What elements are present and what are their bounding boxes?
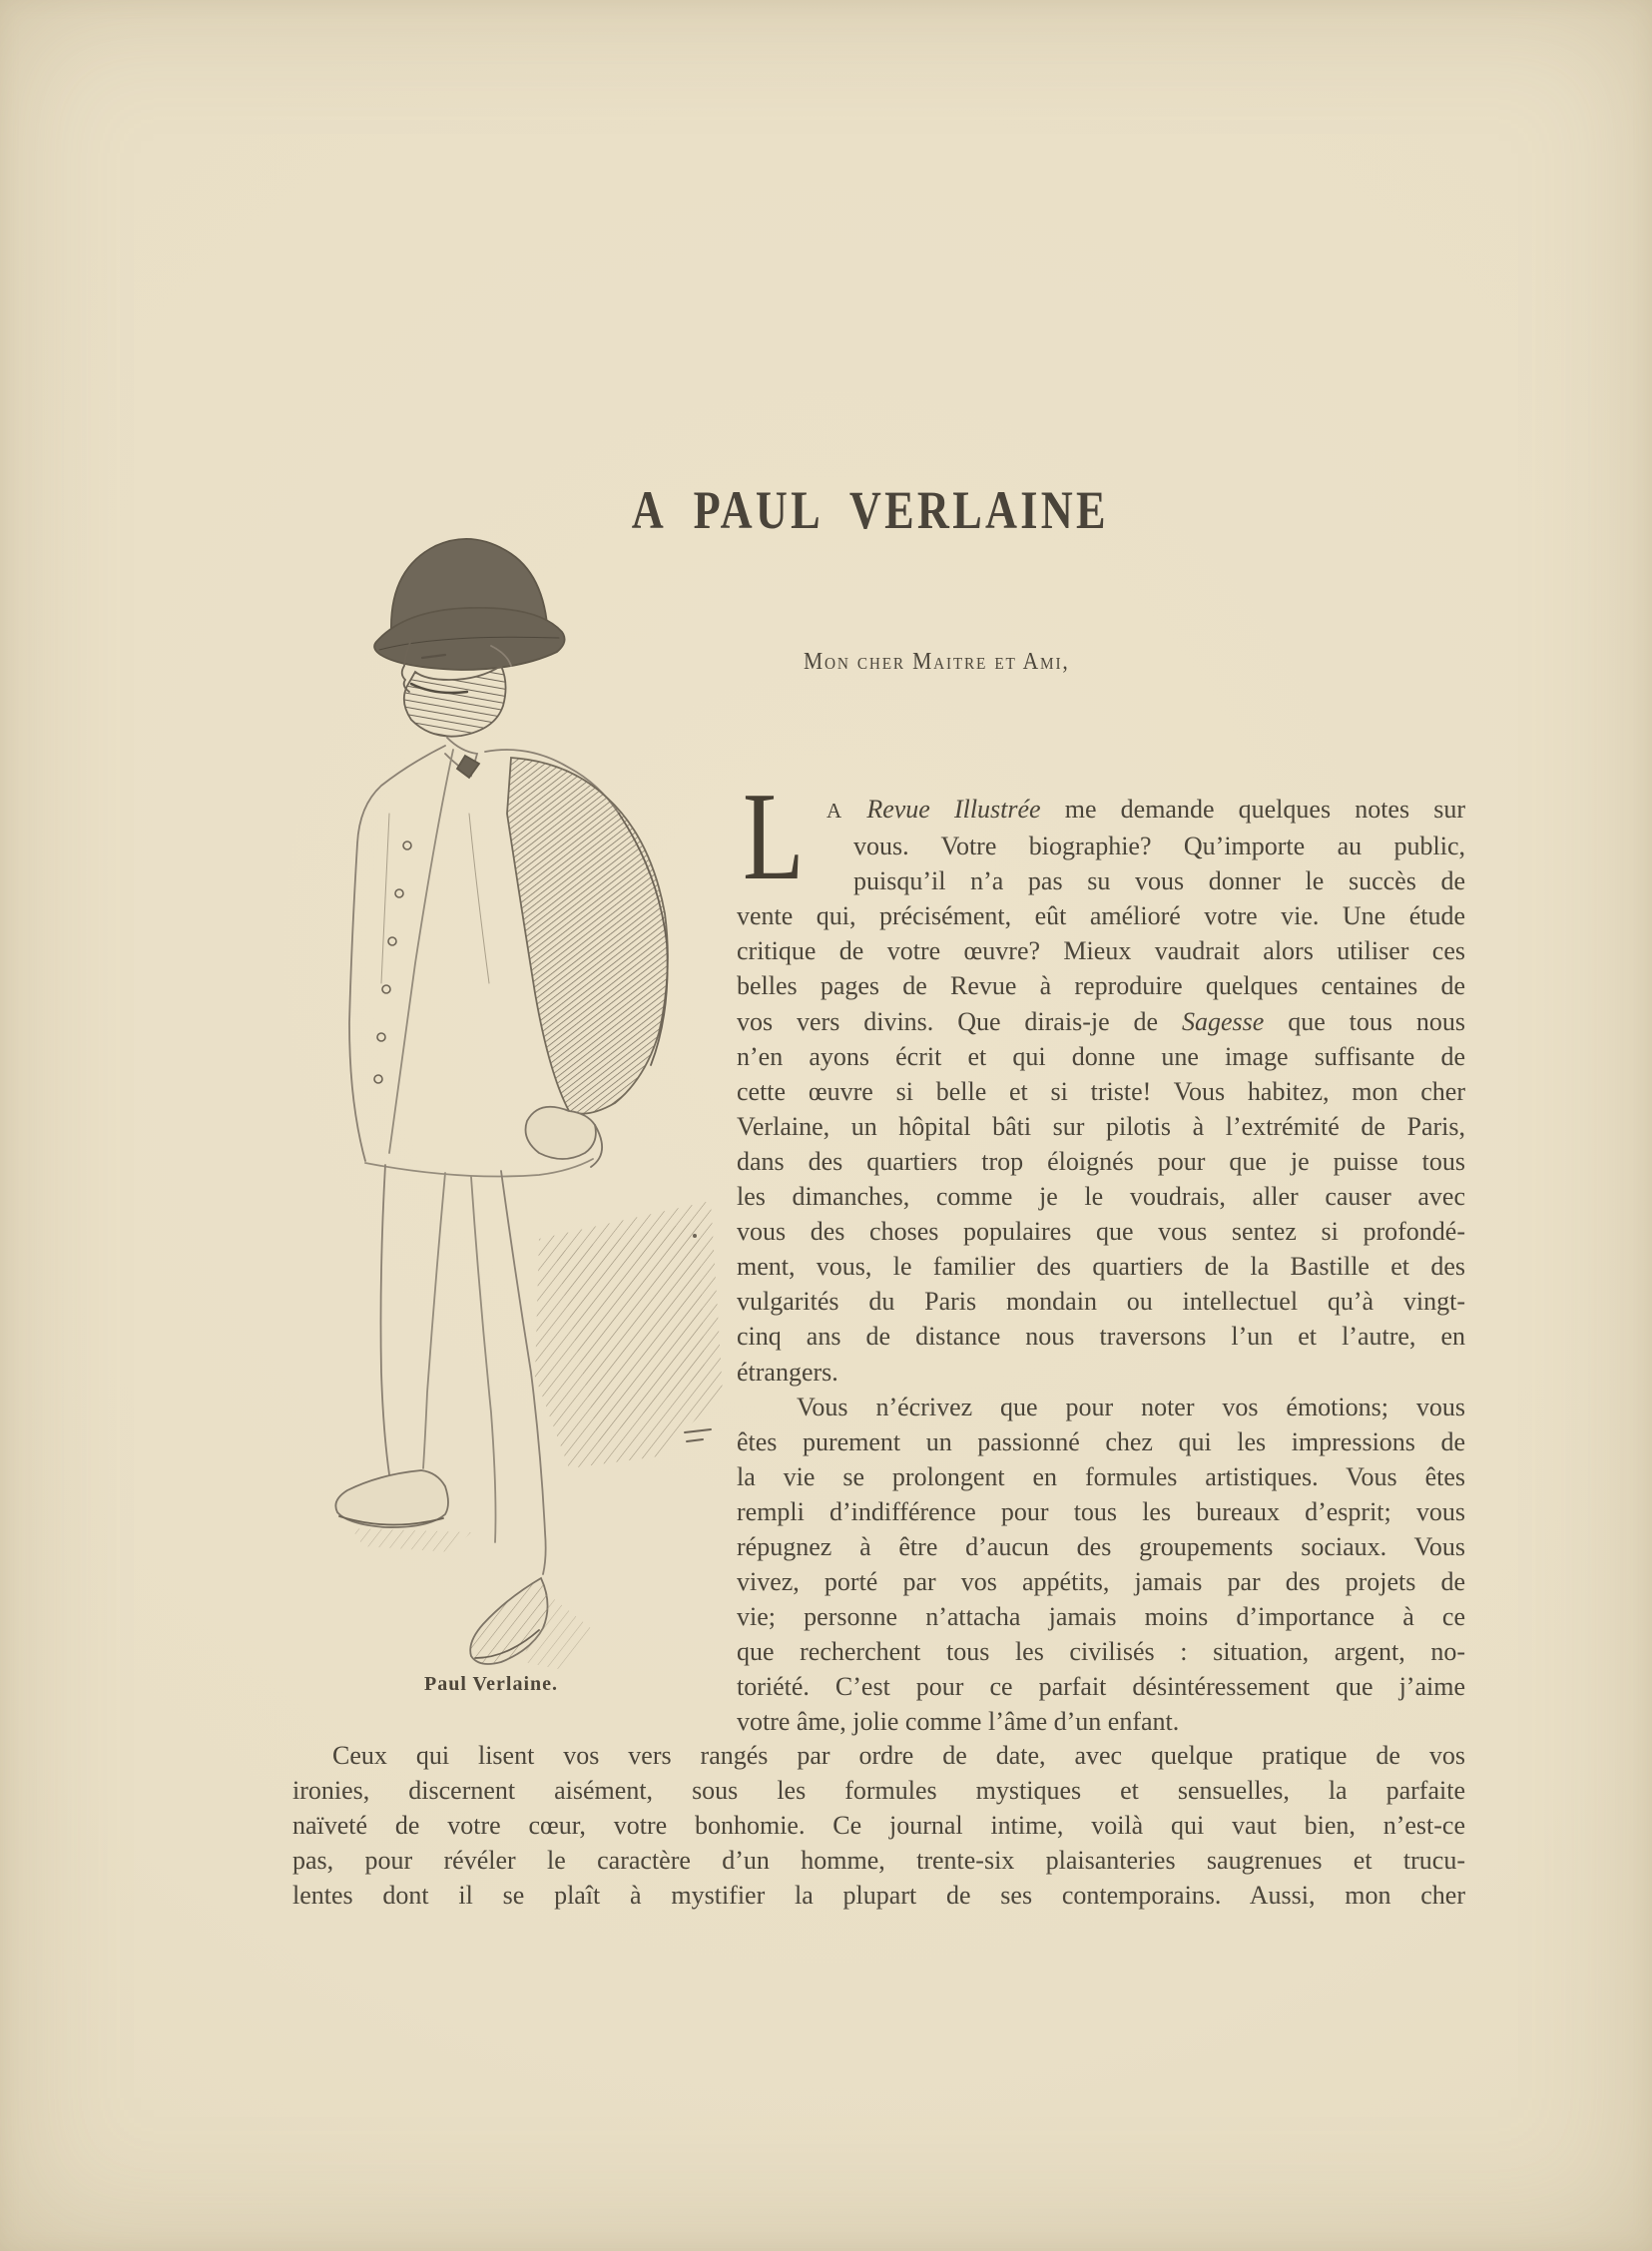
text-line: naïveté de votre cœur, votre bonhomie. Ce journal intime, voilà qui vaut bien, n’est-ce [292, 1811, 1465, 1841]
text-line: la vie se prolongent en formules artistiques. Vous êtes [737, 1461, 1465, 1491]
text-line: que recherchent tous les civilisés : situation, argent, no- [737, 1637, 1465, 1667]
text-line: belles pages de Revue à reproduire quelques centaines de [737, 971, 1465, 1001]
text-line: étrangers. [737, 1357, 838, 1387]
text-line: toriété. C’est pour ce parfait désintéressement que j’aime [737, 1672, 1465, 1702]
paragraph [737, 792, 1465, 1390]
text-line: vie; personne n’attacha jamais moins d’importance à ce [737, 1602, 1465, 1632]
text-line: n’en ayons écrit et qui donne une image suffisante de [737, 1041, 1465, 1071]
text-line: vous. Votre biographie? Qu’importe au public, [853, 832, 1465, 861]
letter-salutation: Mon cher Maitre et Ami, [804, 649, 1070, 675]
text-line: rempli d’indifférence pour tous les bureaux d’esprit; vous [737, 1496, 1465, 1526]
text-line: cette œuvre si belle et si triste! Vous habitez, mon cher [737, 1076, 1465, 1106]
text-line: les dimanches, comme je le voudrais, aller causer avec [737, 1182, 1465, 1212]
text-line: vulgarités du Paris mondain ou intellectuel qu’à vingt- [737, 1287, 1465, 1317]
text-line: dans des quartiers trop éloignés pour que je puisse tous [737, 1146, 1465, 1176]
paragraph [737, 1390, 1465, 1740]
text-line: ironies, discernent aisément, sous les formules mystiques et sensuelles, la parfaite [292, 1776, 1465, 1806]
paragraph-full-width [292, 1738, 1465, 1913]
dropcap-letter: L [743, 768, 805, 906]
text-line: pas, pour révéler le caractère d’un homme, trente-six plaisanteries saugrenues et trucu- [292, 1846, 1465, 1876]
illustration-caption: Paul Verlaine. [423, 1673, 558, 1695]
text-line: vente qui, précisément, eût amélioré votre vie. Une étude [737, 901, 1465, 931]
text-line: A Revue Illustrée me demande quelques notes sur [826, 795, 1465, 824]
text-line: cinq ans de distance nous traversons l’un et l’autre, en [737, 1322, 1465, 1352]
text-line: puisqu’il n’a pas su vous donner le succès de [853, 866, 1465, 896]
text-line: ment, vous, le familier des quartiers de la Bastille et des [737, 1252, 1465, 1282]
letter-text-column [737, 792, 1465, 1740]
text-line: votre âme, jolie comme l’âme d’un enfant. [737, 1707, 1180, 1737]
text-line: lentes dont il se plaît à mystifier la plupart de ses contemporains. Aussi, mon cher [292, 1881, 1465, 1911]
text-line: répugnez à être d’aucun des groupements sociaux. Vous [737, 1531, 1465, 1561]
page-title: A PAUL VERLAINE [631, 480, 1109, 541]
text-line: vos vers divins. Que dirais-je de Sagesse que tous nous [737, 1006, 1466, 1036]
text-line: vivez, porté par vos appétits, jamais par des projets de [737, 1567, 1465, 1597]
text-line: Ceux qui lisent vos vers rangés par ordre de date, avec quelque pratique de vos [332, 1741, 1465, 1770]
text-line: êtes purement un passionné chez qui les impressions de [737, 1426, 1465, 1456]
verlaine-portrait-illustration [240, 514, 739, 1677]
text-line: critique de votre œuvre? Mieux vaudrait alors utiliser ces [737, 936, 1465, 966]
text-line: vous des choses populaires que vous sentez si profondé- [737, 1217, 1465, 1247]
text-line: Vous n’écrivez que pour noter vos émotions; vous [797, 1392, 1465, 1421]
text-line: Verlaine, un hôpital bâti sur pilotis à l’extrémité de Paris, [737, 1111, 1465, 1141]
